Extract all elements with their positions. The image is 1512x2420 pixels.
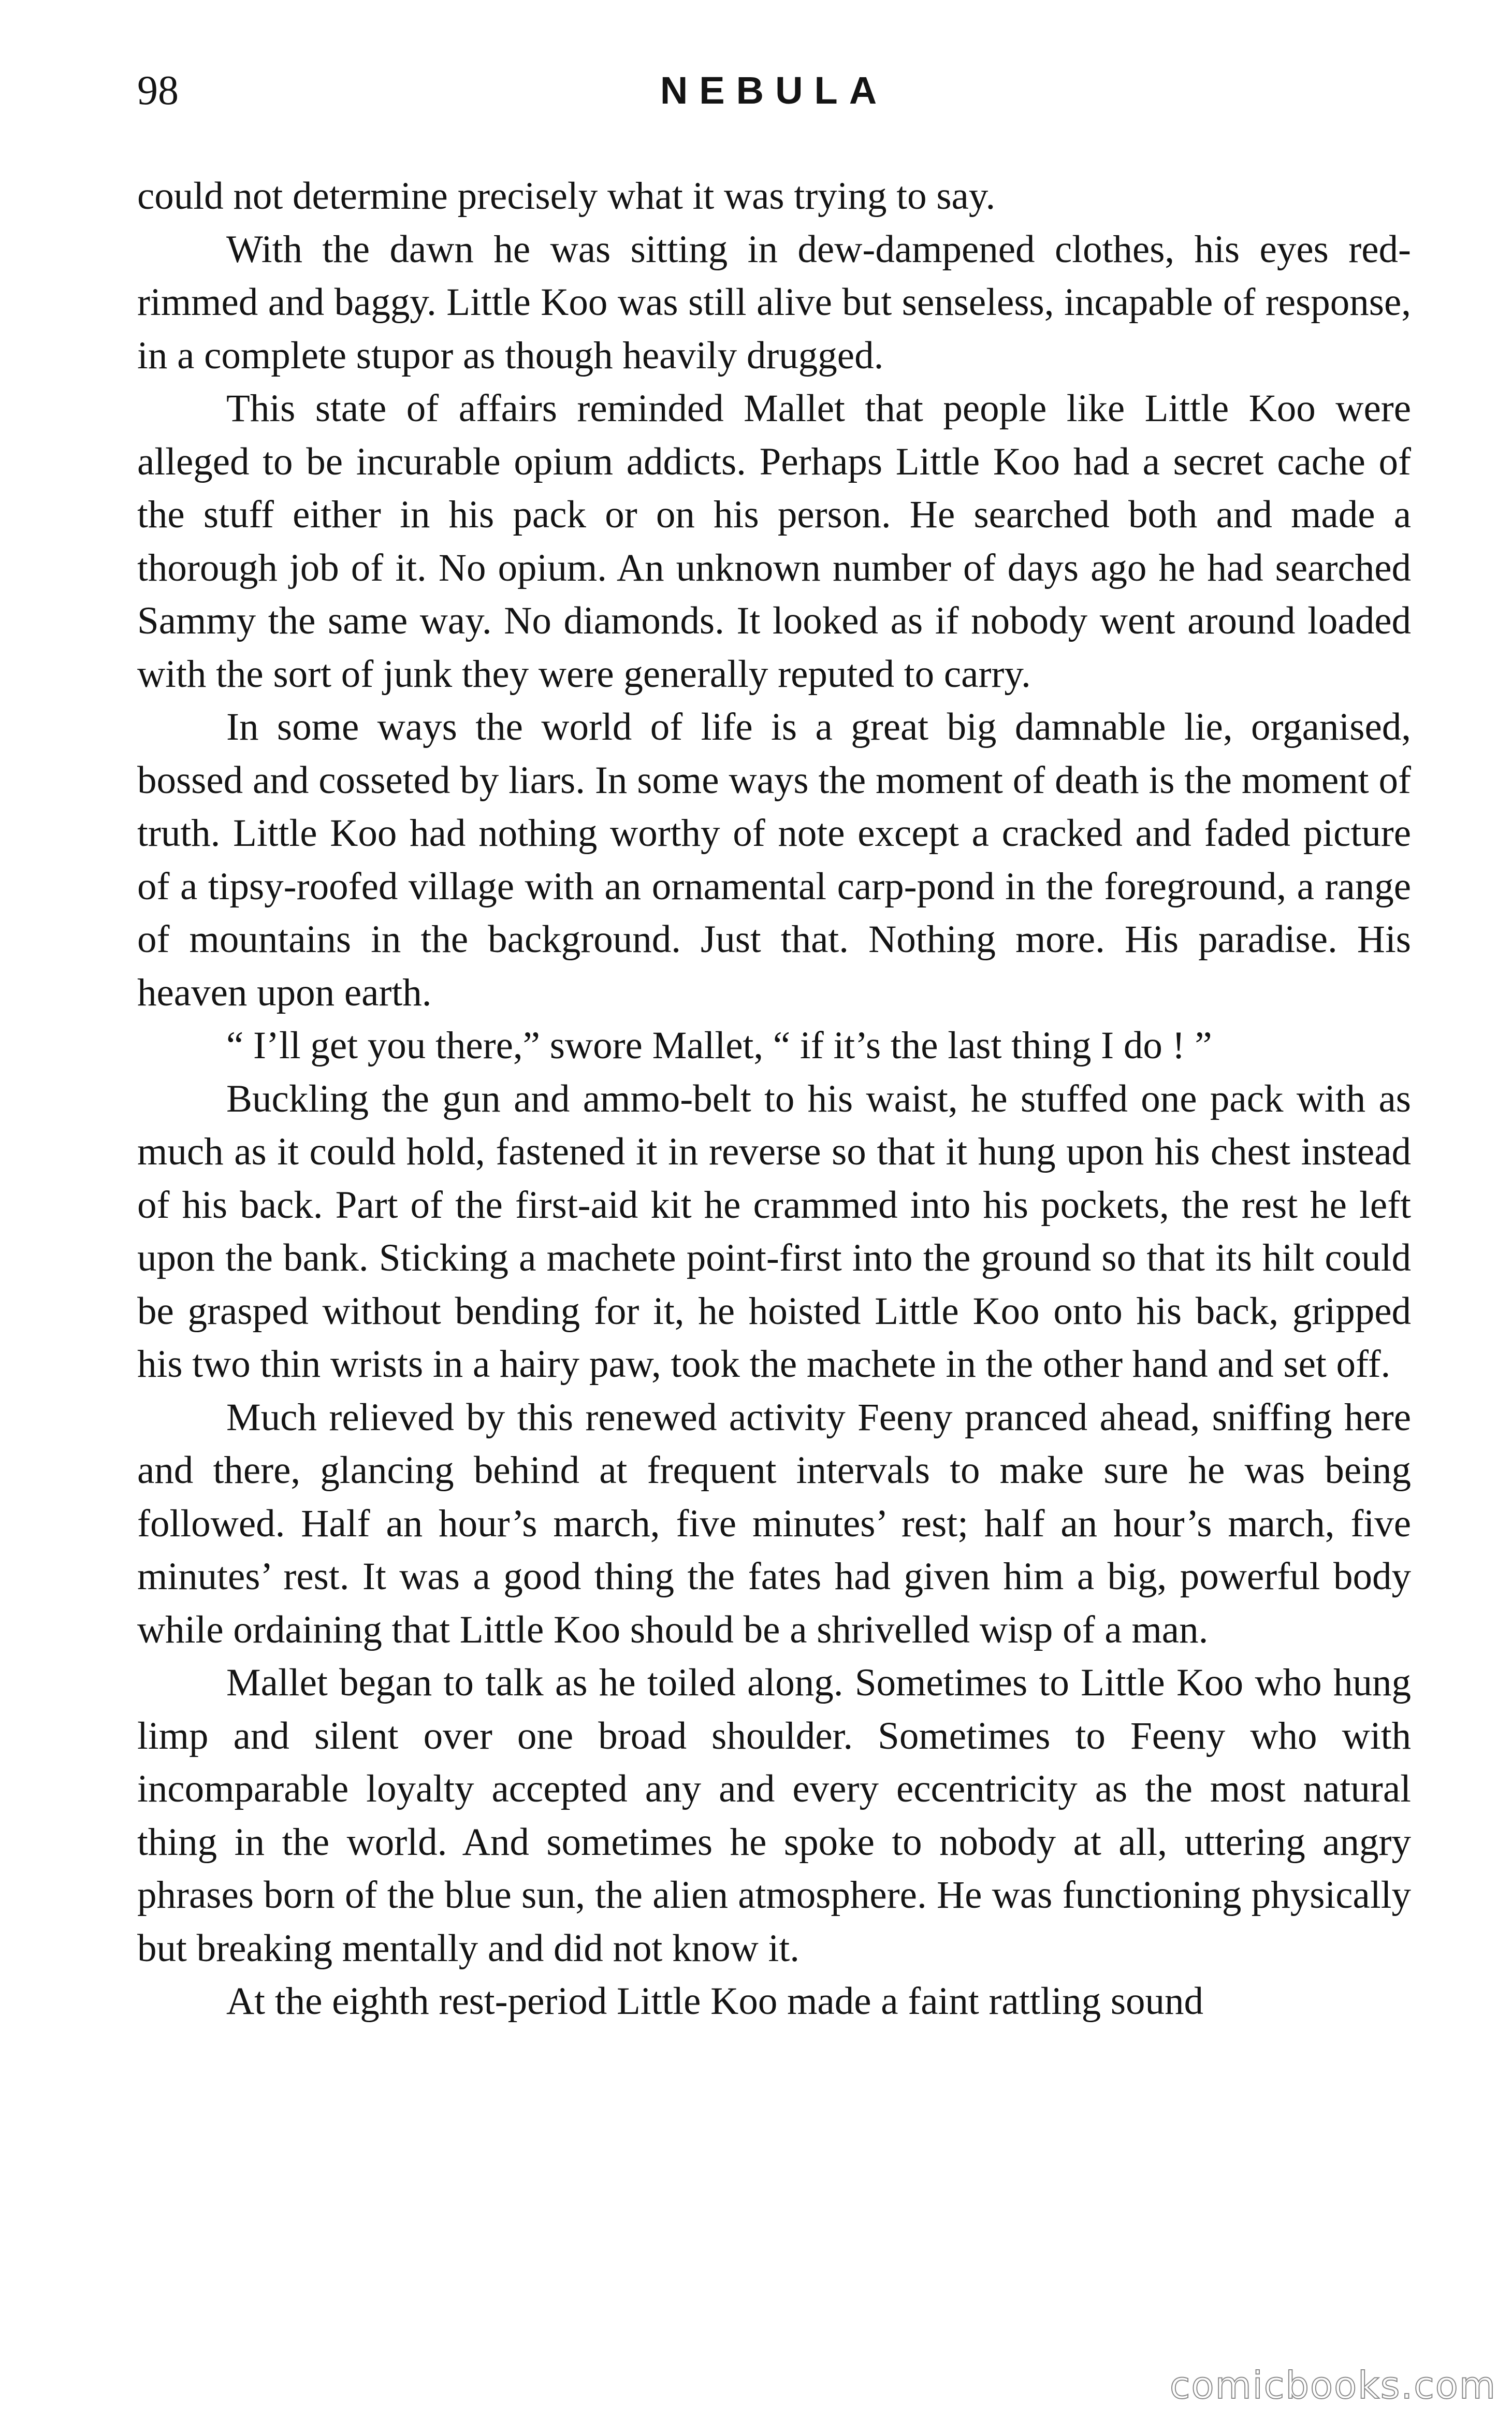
paragraph: With the dawn he was sitting in dew-dampened clothes, his eyes red-rimmed and baggy. Little Koo was still alive but senseless, incapable of response, in a complete stupor as though heavily drugged. — [137, 227, 1411, 377]
paragraph: Mallet began to talk as he toiled along. Sometimes to Little Koo who hung limp and silent over one broad shoulder. Sometimes to Feeny who with incomparable loyalty accepted any and every eccentricity as the most natural thing in the world. And sometimes he spoke to nobody at all, uttering angry phrases born of the blue sun, the alien atmosphere. He was functioning physically but breaking mentally and did not know it. — [137, 1661, 1411, 1970]
paragraph-last: At the eighth rest-period Little Koo made a faint rattling sound — [226, 1980, 1204, 2023]
paragraph: This state of affairs reminded Mallet that people like Little Koo were alleged to be incurable opium addicts. Perhaps Little Koo had a secret cache of the stuff either in his pack or on his person. He searched both and made a thorough job of it. No opium. An unknown number of days ago he had searched Sammy the same way. No diamonds. It looked as if nobody went around loaded with the sort of junk they were generally reputed to carry. — [137, 387, 1411, 696]
watermark: comicbooks.com — [1169, 2364, 1496, 2407]
body-text — [137, 170, 1411, 2028]
page-number: 98 — [137, 68, 179, 113]
page-header — [137, 62, 1411, 129]
paragraph: Buckling the gun and ammo-belt to his waist, he stuffed one pack with as much as it could hold, fastened it in reverse so that it hung upon his chest instead of his back. Part of the first-aid kit he crammed into his pockets, the rest he left upon the bank. Sticking a machete point-first into the ground so that its hilt could be grasped without bending for it, he hoisted Little Koo onto his back, gripped his two thin wrists in a hairy paw, took the machete in the other hand and set off. — [137, 1077, 1411, 1386]
paragraph-dialogue: “ I’ll get you there,” swore Mallet, “ if it’s the last thing I do ! ” — [226, 1024, 1212, 1067]
paragraph-continued: could not determine precisely what it was trying to say. — [137, 175, 996, 218]
running-title: NEBULA — [660, 69, 889, 112]
paragraph: Much relieved by this renewed activity Feeny pranced ahead, sniffing here and there, glancing behind at frequent intervals to make sure he was being followed. Half an hour’s march, five minutes’ rest; half an hour’s march, five minutes’ rest. It was a good thing the fates had given him a big, powerful body while ordaining that Little Koo should be a shrivelled wisp of a man. — [137, 1395, 1411, 1651]
paragraph: In some ways the world of life is a great big damnable lie, organised, bossed and cosseted by liars. In some ways the moment of death is the moment of truth. Little Koo had nothing worthy of note except a cracked and faded picture of a tipsy-roofed village with an ornamental carp-pond in the foreground, a range of mountains in the background. Just that. Nothing more. His paradise. His heaven upon earth. — [137, 705, 1411, 1014]
